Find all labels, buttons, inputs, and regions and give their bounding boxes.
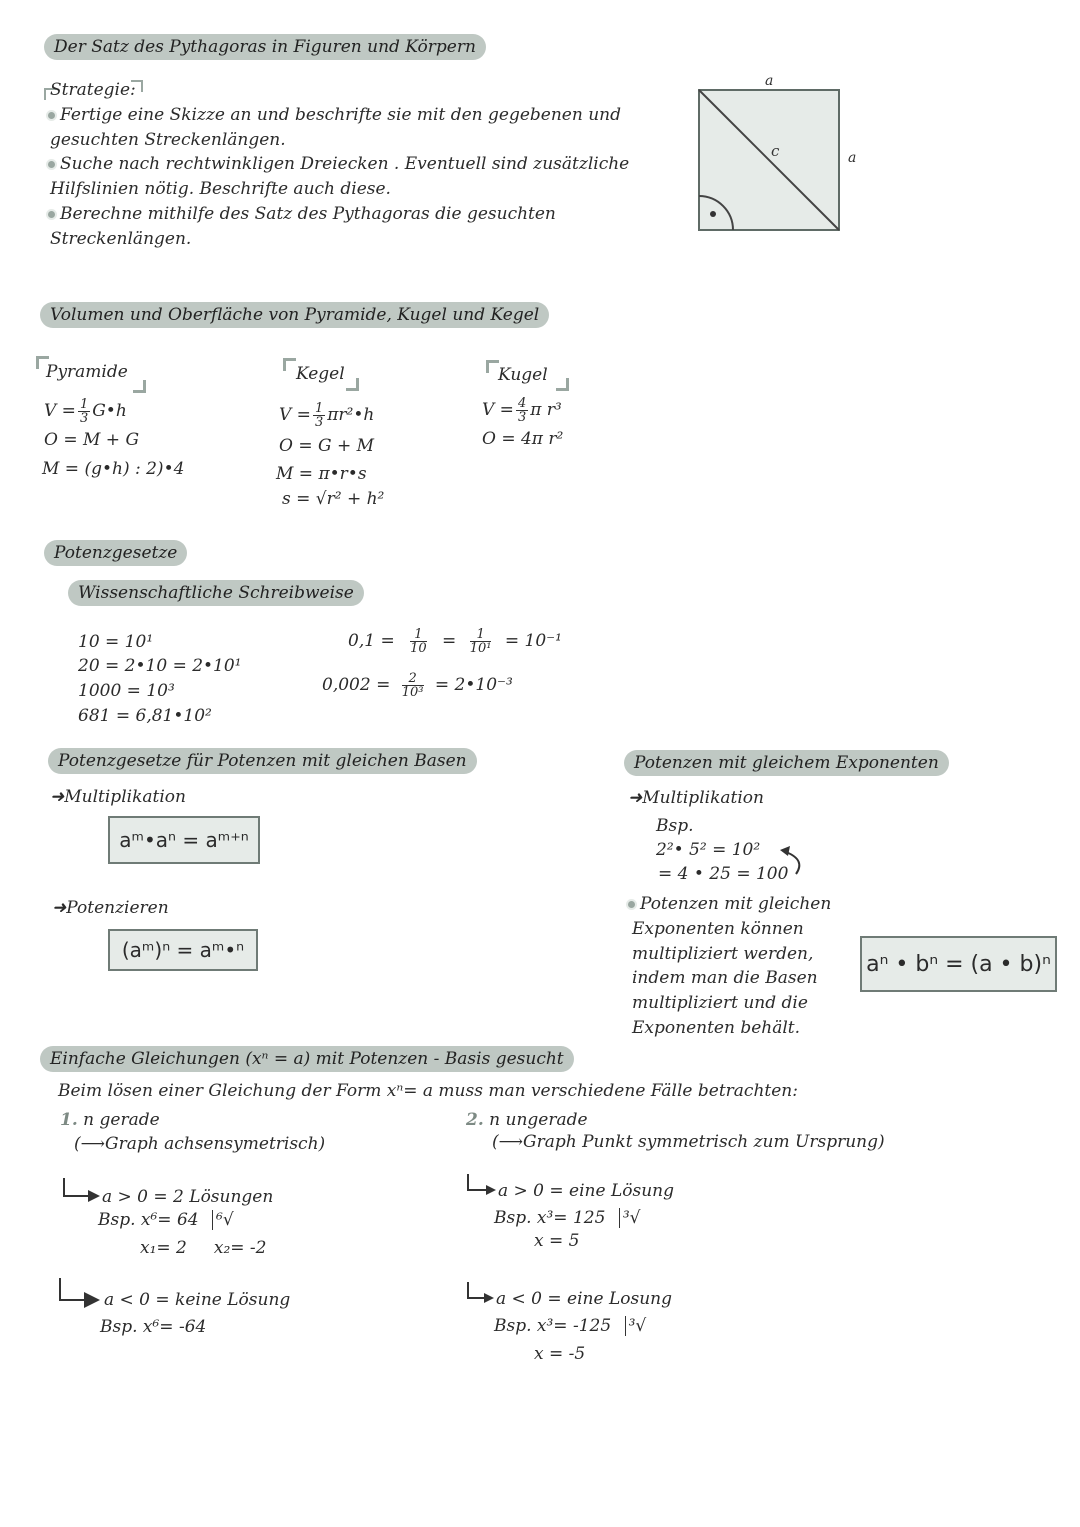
formula-exp-box: aⁿ • bⁿ = (a • b)ⁿ [860,936,1057,992]
case2-positive: a > 0 = eine Lösung [498,1181,674,1201]
corner-mark [346,378,359,391]
pyramide-mantle: M = (g•h) : 2)•4 [42,459,185,479]
corner-mark [133,380,146,393]
kegel-mantle: M = π•r•s [276,464,367,484]
case1-negative: a < 0 = keine Lösung [104,1290,291,1310]
kugel-surface: O = 4π r² [482,429,564,449]
section-title-gleiche-basen: Potenzgesetze für Potenzen mit gleichen Basen [48,748,477,774]
corner-mark [556,378,569,391]
strategy-step-3: Berechne mithilfe des Satz des Pythagoras die gesuchten [46,202,556,226]
exp-note-6: Exponenten behält. [632,1018,801,1038]
bullet-icon [46,110,57,121]
exp-bsp: Bsp. [656,816,694,836]
case1-example-2: Bsp. x⁶= -64 [100,1317,207,1337]
case1-solution: x₁= 2 x₂= -2 [140,1238,267,1258]
bullet-icon [626,899,637,910]
kegel-label: Kegel [296,364,345,384]
arrow-right-icon: ➜ [628,788,643,808]
case2-example: Bsp. x³= 125 ³√ [494,1208,641,1228]
wiss-line-1: 10 = 10¹ [78,632,154,652]
subsection-title-wiss: Wissenschaftliche Schreibweise [68,580,364,606]
curved-arrow-icon [772,840,812,880]
label-diag: c [771,142,780,160]
strategy-step-1-cont: gesuchten Streckenlängen. [50,130,286,150]
exp-note-2: Exponenten können [632,919,804,939]
corner-mark [283,358,296,371]
exp-note-4: indem man die Basen [632,968,818,988]
pyramide-volume: V = $\frac{1}{3}$ G•h [44,397,127,426]
exp-example-1: 2²• 5² = 10² [656,840,761,860]
branch-arrow-icon [56,1276,106,1308]
bullet-icon [46,159,57,170]
case2-example-2: Bsp. x³= -125 ³√ [494,1316,647,1336]
exp-note-1: Potenzen mit gleichen [626,892,831,916]
section-title-gleiche-exp: Potenzen mit gleichem Exponenten [624,750,949,776]
wiss-decimal-2: 0,002 = $\frac{2}{\text{10³}}$ = 2•10⁻³ [322,671,513,700]
wiss-line-2: 20 = 2•10 = 2•10¹ [78,656,242,676]
kugel-volume: V = $\frac{4}{3}$ π r³ [482,396,562,425]
arrow-right-icon: ⟶ [80,1134,106,1154]
label-top: a [765,73,774,89]
case1-sub: (⟶Graph achsensymetrisch) [74,1134,326,1154]
section-title-pythagoras: Der Satz des Pythagoras in Figuren und Körpern [44,34,486,60]
strategy-step-2: Suche nach rechtwinkligen Dreiecken . Eventuell sind zusätzliche [46,152,629,176]
kegel-slant: s = √r² + h² [282,489,385,509]
kegel-volume: V = $\frac{1}{3}$ πr²•h [279,401,375,430]
exp-note-5: multipliziert und die [632,993,808,1013]
section-title-volume: Volumen und Oberfläche von Pyramide, Kugel und Kegel [40,302,549,328]
strategy-step-1: Fertige eine Skizze an und beschrifte sie mit den gegebenen und [46,103,621,127]
mult-label: ➜Multiplikation [50,787,186,807]
exp-example-2: = 4 • 25 = 100 [658,864,789,884]
section-title-gleichungen: Einfache Gleichungen (xⁿ = a) mit Potenzen - Basis gesucht [40,1046,574,1072]
formula-mult-box: aᵐ•aⁿ = aᵐ⁺ⁿ [108,816,260,864]
arrow-right-icon: ➜ [52,898,67,918]
section-title-potenz: Potenzgesetze [44,540,187,566]
case1-example: Bsp. x⁶= 64 ⁶√ [98,1210,234,1230]
pyramide-label: Pyramide [46,362,128,382]
strategy-step-2-cont: Hilfslinien nötig. Beschrifte auch diese. [50,179,391,199]
case2-solution: x = 5 [534,1231,580,1251]
wiss-decimal-1: 0,1 = $\frac{1}{10}$ = $\frac{1}{\text{10¹}}$ = 10⁻¹ [348,627,562,656]
label-right: a [848,150,857,166]
case1-positive: a > 0 = 2 Lösungen [102,1187,274,1207]
kegel-surface: O = G + M [279,436,375,456]
case2-heading: 2. n ungerade [466,1110,588,1130]
wiss-line-4: 681 = 6,81•10² [78,706,212,726]
exp-note-3: multipliziert werden, [632,944,814,964]
strategy-label: Strategie: [50,80,136,100]
bullet-icon [46,209,57,220]
case2-solution-2: x = -5 [534,1344,586,1364]
exp-mult-label: ➜Multiplikation [628,788,764,808]
case2-sub: (⟶Graph Punkt symmetrisch zum Ursprung) [492,1132,885,1152]
arrow-right-icon: ➜ [50,787,65,807]
gleichungen-intro: Beim lösen einer Gleichung der Form xⁿ= a muss man verschiedene Fälle betrachten: [58,1081,798,1101]
case2-negative: a < 0 = eine Losung [496,1289,672,1309]
strategy-step-3-cont: Streckenlängen. [50,229,192,249]
pyramide-surface: O = M + G [44,430,140,450]
branch-arrow-icon [60,1176,104,1206]
case1-heading: 1. n gerade [60,1110,160,1130]
kugel-label: Kugel [498,365,548,385]
arrow-right-icon: ⟶ [498,1132,524,1152]
square-diagram [690,70,870,240]
pot-label: ➜Potenzieren [52,898,169,918]
wiss-line-3: 1000 = 10³ [78,681,175,701]
formula-pot-box: (aᵐ)ⁿ = aᵐ•ⁿ [108,929,258,971]
